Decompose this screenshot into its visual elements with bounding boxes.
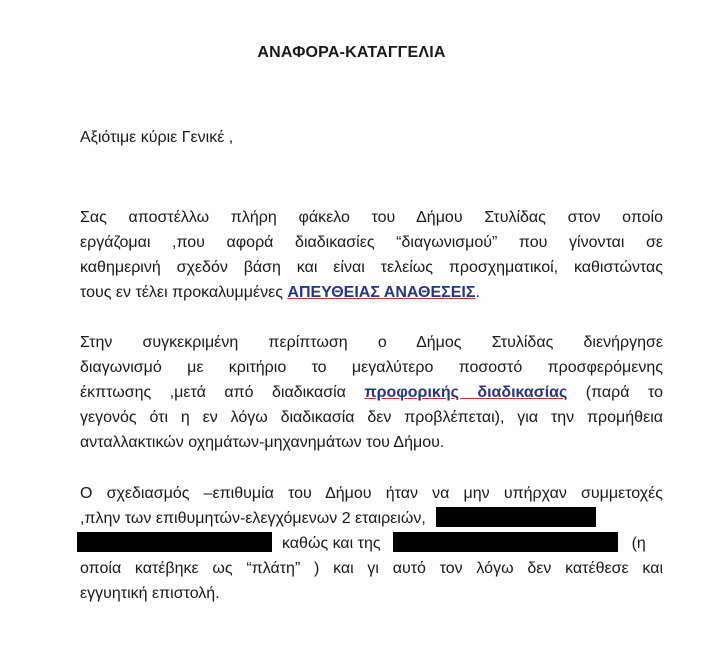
p1-line-1: Σας αποστέλλω πλήρη φάκελο του Δήμου Στυλίδας στον οποίο (80, 209, 663, 226)
document-title: ΑΝΑΦΟΡΑ-ΚΑΤΑΓΓΕΛΙΑ (257, 44, 446, 61)
paragraph-3 (80, 481, 663, 606)
paragraph-1 (80, 205, 663, 305)
p2-line-3 (80, 380, 663, 405)
p2-line-3-text: έκπτωσης ,μετά από διαδικασία (80, 384, 365, 401)
redaction-block-3 (393, 532, 618, 552)
p1-line-4-text: τους εν τέλει προκαλυμμένες (80, 284, 288, 301)
p3-line-4: οποία κατέβηκε ως “πλάτη” ) και γι αυτό τον λόγω δεν κατέθεσε και (80, 560, 663, 577)
p3-line-3-mid: καθώς και της (282, 535, 381, 552)
p3-line-3-end: (η (631, 535, 646, 552)
p2-line-3-end: (παρά το (567, 384, 663, 401)
p3-line-1: Ο σχεδιασμός –επιθυμία του Δήμου ήταν να μην υπήρχαν συμμετοχές (80, 485, 663, 502)
oral-procedure-emphasis: προφορικής διαδικασίας (364, 384, 568, 401)
p2-line-5: ανταλλακτικών οχημάτων-μηχανημάτων του Δήμου. (80, 434, 445, 451)
p1-line-4-end: . (475, 284, 480, 301)
direct-awards-emphasis: ΑΠΕΥΘΕΙΑΣ ΑΝΑΘΕΣΕΙΣ (287, 284, 476, 301)
redaction-block-1 (436, 507, 596, 527)
p1-line-3: καθημερινή σχεδόν βάση και είναι τελείως προσχηματικοί, καθιστώντας (80, 259, 663, 276)
p2-line-4: γεγονός ότι η εν λόγω διαδικασία δεν προβλέπεται), για την προμήθεια (80, 409, 663, 426)
p3-line-2-text: ,πλην των επιθυμητών-ελεγχόμενων 2 εταιρειών, (80, 510, 426, 527)
paragraph-2 (80, 330, 663, 455)
p3-line-3 (80, 531, 663, 556)
p1-line-2: εργάζομαι ,που αφορά διαδικασίες “διαγωνισμού” που γίνονται σε (80, 234, 663, 251)
p3-line-5: εγγυητική επιστολή. (80, 585, 220, 602)
p2-line-2: διαγωνισμό με κριτήριο το μεγαλύτερο ποσοστό προσφερόμενης (80, 359, 663, 376)
p1-line-4 (80, 280, 663, 305)
p3-line-2 (80, 506, 663, 531)
salutation: Αξιότιμε κύριε Γενικέ , (80, 129, 234, 146)
p2-line-1: Στην συγκεκριμένη περίπτωση ο Δήμος Στυλίδας διενήργησε (80, 334, 663, 351)
redaction-block-2 (77, 532, 272, 552)
